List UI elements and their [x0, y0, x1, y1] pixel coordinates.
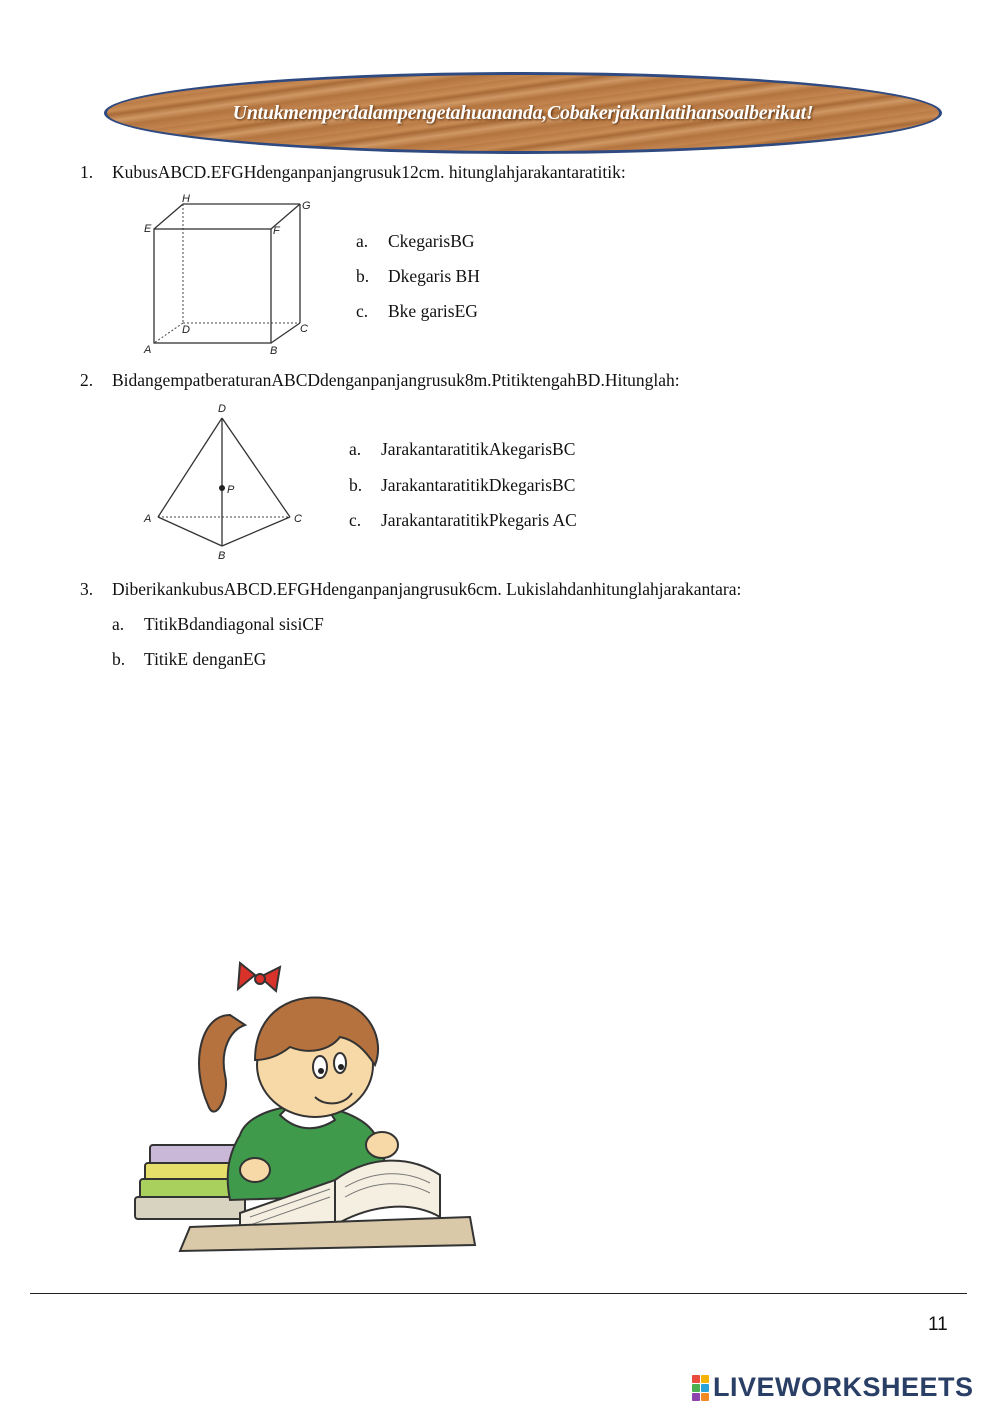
label-A: A: [144, 513, 152, 525]
girl-reading-illustration: [120, 955, 490, 1260]
liveworksheets-logo: [692, 1372, 974, 1403]
header-banner: [104, 72, 942, 154]
q3-item-a: a. TitikBdandiagonal sisiCF: [112, 614, 324, 634]
label-H: H: [182, 193, 190, 205]
question-text: DiberikankubusABCD.EFGHdenganpanjangrusuk6cm. Lukislahdanhitunglahjarakantara:: [112, 579, 742, 599]
label-A: A: [144, 344, 152, 356]
tetrahedron-figure: [140, 400, 310, 562]
label-D: D: [182, 324, 190, 336]
q2-item-b: b. JarakantaratitikDkegarisBC: [349, 475, 576, 495]
question-number: 2.: [80, 370, 94, 390]
footer-rule: [30, 1293, 967, 1294]
banner-title: Untukmemperdalampengetahuananda,Cobakerjakanlatihansoalberikut!: [232, 101, 814, 124]
question-number: 1.: [80, 162, 94, 182]
label-E: E: [144, 223, 152, 235]
q2-item-a: a. JarakantaratitikAkegarisBC: [349, 439, 576, 459]
label-F: F: [273, 225, 280, 237]
question-text: BidangempatberaturanABCDdenganpanjangrusuk8m.PtitiktengahBD.Hitunglah:: [112, 370, 680, 390]
label-P: P: [227, 484, 235, 496]
logo-icon: [692, 1375, 709, 1401]
label-C: C: [300, 323, 308, 335]
question-3: [80, 579, 741, 600]
q3-item-b: b. TitikE denganEG: [112, 649, 267, 669]
page-number: 11: [928, 1314, 948, 1335]
label-B: B: [270, 345, 278, 357]
q2-item-c: c. JarakantaratitikPkegaris AC: [349, 510, 577, 530]
question-text: KubusABCD.EFGHdenganpanjangrusuk12cm. hitunglahjarakantaratitik:: [112, 162, 626, 182]
brand-name: LIVEWORKSHEETS: [713, 1372, 974, 1402]
q1-item-a: a. CkegarisBG: [356, 231, 475, 251]
q1-item-b: b. Dkegaris BH: [356, 266, 480, 286]
label-D: D: [218, 403, 226, 415]
label-C: C: [294, 513, 302, 525]
question-2: [80, 370, 680, 391]
question-number: 3.: [80, 579, 94, 599]
question-1: [80, 162, 626, 183]
point-P: [219, 485, 225, 491]
label-B: B: [218, 550, 226, 562]
label-G: G: [302, 200, 311, 212]
cube-figure: [140, 192, 320, 358]
q1-item-c: c. Bke garisEG: [356, 301, 478, 321]
